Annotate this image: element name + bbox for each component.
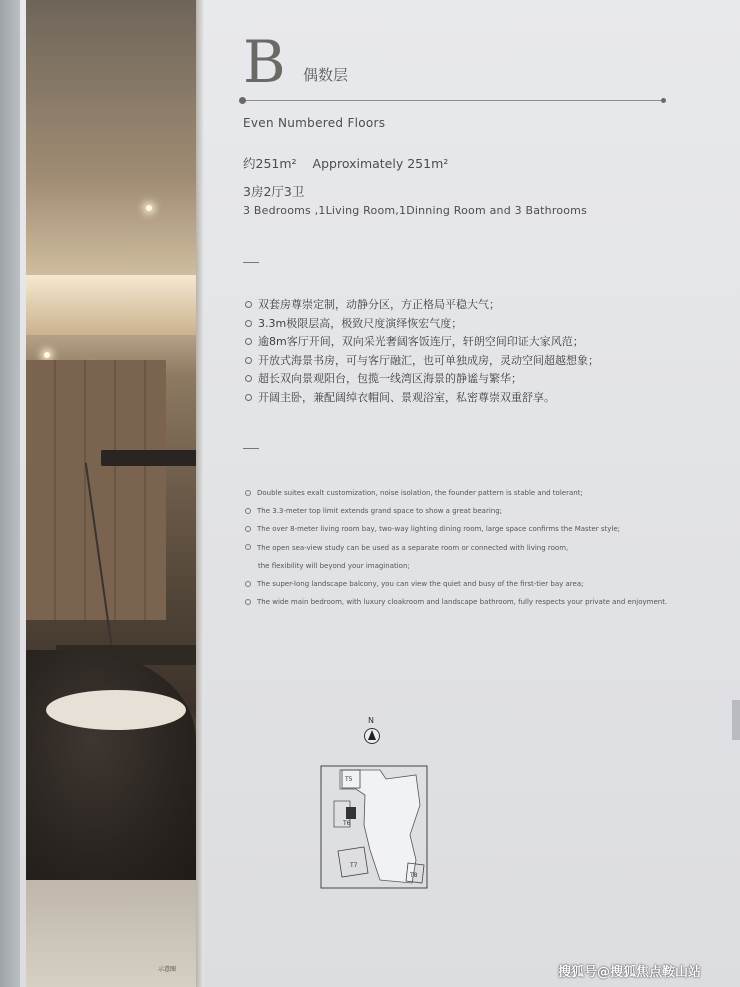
list-item: The open sea-view study can be used as a separate room or connected with living room, [243,539,667,557]
divider-line [243,100,665,101]
divider-dot [661,98,666,103]
rooms-cn: 3房2厅3卫 [243,184,305,199]
bullet-icon [245,581,251,587]
short-dash [243,262,259,263]
bullet-icon [245,394,252,401]
rooms-en: 3 Bedrooms ,1Living Room,1Dinning Room and 3 Bathrooms [243,204,588,217]
armchair [26,650,196,880]
svg-text:T7: T7 [350,862,358,869]
list-item: 开阔主卧，兼配阔绰衣帽间、景观浴室，私密尊崇双重舒享。 [243,389,599,408]
list-item-continuation: the flexibility will beyond your imagination; [258,561,410,570]
features-list-en [243,484,667,611]
svg-text:T8: T8 [410,872,418,879]
bullet-icon [245,357,252,364]
area-line [243,154,448,172]
photo-caption: 示意图 [158,966,177,973]
area-cn: 约251m² [243,156,297,171]
list-item: The 3.3-meter top limit extends grand space to show a great bearing; [243,502,667,520]
bullet-icon [245,508,251,514]
divider-dot [239,97,246,104]
list-item: 超长双向景观阳台，包揽一线湾区海景的静谧与繁华； [243,370,599,389]
list-item: Double suites exalt customization, noise isolation, the founder pattern is stable and tolerant; [243,484,667,502]
watermark-text: 搜狐号@搜狐焦点鞍山站 [558,965,702,980]
interior-photo [26,0,196,987]
area-en: Approximately 251m² [312,156,449,171]
unit-type-letter: B [243,28,286,96]
features-list-cn [243,296,599,407]
bullet-icon [245,490,251,496]
page-gutter [196,0,204,987]
svg-text:T5: T5 [345,776,353,783]
north-label: N [368,716,374,725]
page-edge [732,700,740,740]
bullet-icon [245,526,251,532]
unit-subtitle-cn: 偶数层 [303,66,349,84]
bullet-icon [245,544,251,550]
compass-icon [364,728,380,744]
bullet-icon [245,338,252,345]
svg-text:T6: T6 [343,820,351,827]
list-item: The over 8-meter living room bay, two-way lighting dining room, large space confirms the Master style; [243,520,667,538]
list-item: 逾8m客厅开间，双向采光奢阔客饭连厅，轩朗空间印证大家风范； [243,333,599,352]
bullet-icon [245,599,251,605]
floor-plan-description [243,0,723,987]
short-dash [243,448,259,449]
site-plan [320,765,428,889]
bullet-icon [245,301,252,308]
list-item: 开放式海景书房，可与客厅融汇，也可单独成房，灵动空间超越想象； [243,352,599,371]
tower-t6 [346,807,356,819]
bullet-icon [245,375,252,382]
list-item: 双套房尊崇定制，动静分区，方正格局平稳大气； [243,296,599,315]
floor-lamp [101,450,196,466]
list-item: 3.3m极限层高，极致尺度演绎恢宏气度； [243,315,599,334]
list-item: The super-long landscape balcony, you can view the quiet and busy of the first-tier bay area; [243,575,667,593]
bullet-icon [245,320,252,327]
list-item: The wide main bedroom, with luxury cloakroom and landscape bathroom, fully respects your private and enjoyment. [243,593,667,611]
unit-subtitle-en: Even Numbered Floors [243,116,386,130]
